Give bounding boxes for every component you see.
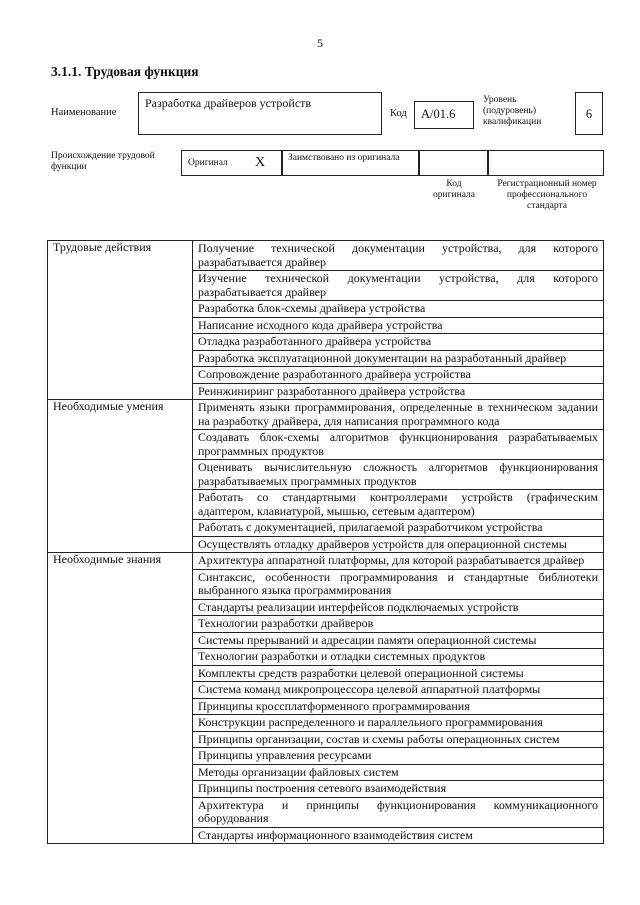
- table-row: [48, 731, 604, 748]
- item-cell: Архитектура и принципы функционирования коммуникационного оборудования: [193, 797, 604, 827]
- table-row: [48, 367, 604, 384]
- registration-number-caption: Регистрационный номер профессионального стандарта: [497, 179, 597, 211]
- category-cell: [48, 797, 193, 827]
- category-cell: [48, 460, 193, 490]
- item-cell: Конструкции распределенного и параллельного программирования: [193, 715, 604, 732]
- table-row: [48, 632, 604, 649]
- category-cell: [48, 520, 193, 537]
- item-cell: Методы организации файловых систем: [193, 764, 604, 781]
- table-row: [48, 649, 604, 666]
- item-cell: Сопровождение разработанного драйвера устройства: [193, 367, 604, 384]
- item-cell: Принципы построения сетевого взаимодействия: [193, 781, 604, 798]
- category-cell: [48, 764, 193, 781]
- table-row: [48, 827, 604, 844]
- item-cell: Принципы организации, состав и схемы работы операционных систем: [193, 731, 604, 748]
- item-cell: Оценивать вычислительную сложность алгоритмов функционирования разрабатываемых программных продуктов: [193, 460, 604, 490]
- category-cell: [48, 632, 193, 649]
- item-cell: Осуществлять отладку драйверов устройств для операционной системы: [193, 536, 604, 553]
- item-cell: Комплекты средств разработки целевой операционной системы: [193, 665, 604, 682]
- table-row: [48, 301, 604, 318]
- table-row: [48, 665, 604, 682]
- origin-label: Происхождение трудовой функции: [51, 151, 155, 172]
- category-cell: [48, 383, 193, 400]
- table-row: [48, 536, 604, 553]
- category-cell: [48, 781, 193, 798]
- category-cell: [48, 301, 193, 318]
- original-label: Оригинал: [188, 158, 228, 168]
- table-row: [48, 520, 604, 537]
- functions-table: [47, 240, 604, 844]
- table-row: [48, 241, 604, 271]
- table-row: [48, 764, 604, 781]
- table-row: [48, 553, 604, 570]
- category-cell: [48, 350, 193, 367]
- code-label: Код: [390, 108, 407, 119]
- item-cell: Системы прерываний и адресации памяти операционной системы: [193, 632, 604, 649]
- item-cell: Принципы кроссплатформенного программирования: [193, 698, 604, 715]
- category-cell: [48, 367, 193, 384]
- code-value: A/01.6: [414, 101, 474, 129]
- original-code-cell: [419, 150, 488, 176]
- item-cell: Принципы управления ресурсами: [193, 748, 604, 765]
- original-cell: [181, 150, 282, 176]
- category-cell: [48, 271, 193, 301]
- category-cell: [48, 649, 193, 666]
- borrowed-label: Заимствовано из оригинала: [288, 153, 400, 163]
- category-cell: Трудовые действия: [48, 241, 193, 271]
- item-cell: Стандарты реализации интерфейсов подключаемых устройств: [193, 599, 604, 616]
- item-cell: Стандарты информационного взаимодействия систем: [193, 827, 604, 844]
- category-cell: [48, 748, 193, 765]
- category-cell: [48, 490, 193, 520]
- table-row: [48, 715, 604, 732]
- item-cell: Разработка блок-схемы драйвера устройства: [193, 301, 604, 318]
- original-mark: X: [255, 155, 266, 170]
- category-cell: [48, 317, 193, 334]
- category-cell: [48, 616, 193, 633]
- table-row: [48, 400, 604, 430]
- table-row: [48, 748, 604, 765]
- table-row: [48, 698, 604, 715]
- borrowed-cell: [282, 150, 419, 176]
- category-cell: [48, 430, 193, 460]
- item-cell: Технологии разработки и отладки системных продуктов: [193, 649, 604, 666]
- category-cell: [48, 599, 193, 616]
- item-cell: Получение технической документации устройства, для которого разрабатывается драйвер: [193, 241, 604, 271]
- category-cell: [48, 665, 193, 682]
- table-row: [48, 797, 604, 827]
- item-cell: Работать с документацией, прилагаемой разработчиком устройства: [193, 520, 604, 537]
- table-row: [48, 599, 604, 616]
- category-cell: [48, 682, 193, 699]
- item-cell: Реинжиниринг разработанного драйвера устройства: [193, 383, 604, 400]
- table-row: [48, 682, 604, 699]
- item-cell: Система команд микропроцессора целевой аппаратной платформы: [193, 682, 604, 699]
- item-cell: Технологии разработки драйверов: [193, 616, 604, 633]
- table-row: [48, 569, 604, 599]
- category-cell: [48, 715, 193, 732]
- category-cell: [48, 569, 193, 599]
- level-label: Уровень (подуровень) квалификации: [483, 95, 542, 127]
- category-cell: [48, 827, 193, 844]
- table-row: [48, 271, 604, 301]
- table-row: [48, 350, 604, 367]
- category-cell: Необходимые знания: [48, 553, 193, 570]
- item-cell: Архитектура аппаратной платформы, для которой разрабатывается драйвер: [193, 553, 604, 570]
- category-cell: [48, 334, 193, 351]
- table-row: [48, 430, 604, 460]
- item-cell: Синтаксис, особенности программирования и стандартные библиотеки выбранного языка программирования: [193, 569, 604, 599]
- name-value: Разработка драйверов устройств: [138, 92, 382, 135]
- category-cell: Необходимые умения: [48, 400, 193, 430]
- category-cell: [48, 698, 193, 715]
- table-row: [48, 490, 604, 520]
- table-row: [48, 616, 604, 633]
- page-number: 5: [317, 36, 323, 50]
- item-cell: Изучение технической документации устройства, для которого разрабатывается драйвер: [193, 271, 604, 301]
- section-title: 3.1.1. Трудовая функция: [51, 64, 199, 79]
- table-row: [48, 334, 604, 351]
- item-cell: Разработка эксплуатационной документации на разработанный драйвер: [193, 350, 604, 367]
- item-cell: Написание исходного кода драйвера устройства: [193, 317, 604, 334]
- item-cell: Создавать блок-схемы алгоритмов функционирования разрабатываемых программных продуктов: [193, 430, 604, 460]
- category-cell: [48, 536, 193, 553]
- category-cell: [48, 731, 193, 748]
- registration-number-cell: [488, 150, 604, 176]
- name-label: Наименование: [51, 107, 117, 118]
- table-row: [48, 460, 604, 490]
- item-cell: Работать со стандартными контроллерами устройств (графическим адаптером, клавиатурой, мышью, сетевым адаптером): [193, 490, 604, 520]
- table-row: [48, 383, 604, 400]
- original-code-caption: Код оригинала: [433, 179, 475, 200]
- item-cell: Отладка разработанного драйвера устройства: [193, 334, 604, 351]
- table-row: [48, 317, 604, 334]
- level-value: 6: [575, 92, 603, 135]
- table-row: [48, 781, 604, 798]
- item-cell: Применять языки программирования, определенные в техническом задании на разработку драйвера, для написания программного кода: [193, 400, 604, 430]
